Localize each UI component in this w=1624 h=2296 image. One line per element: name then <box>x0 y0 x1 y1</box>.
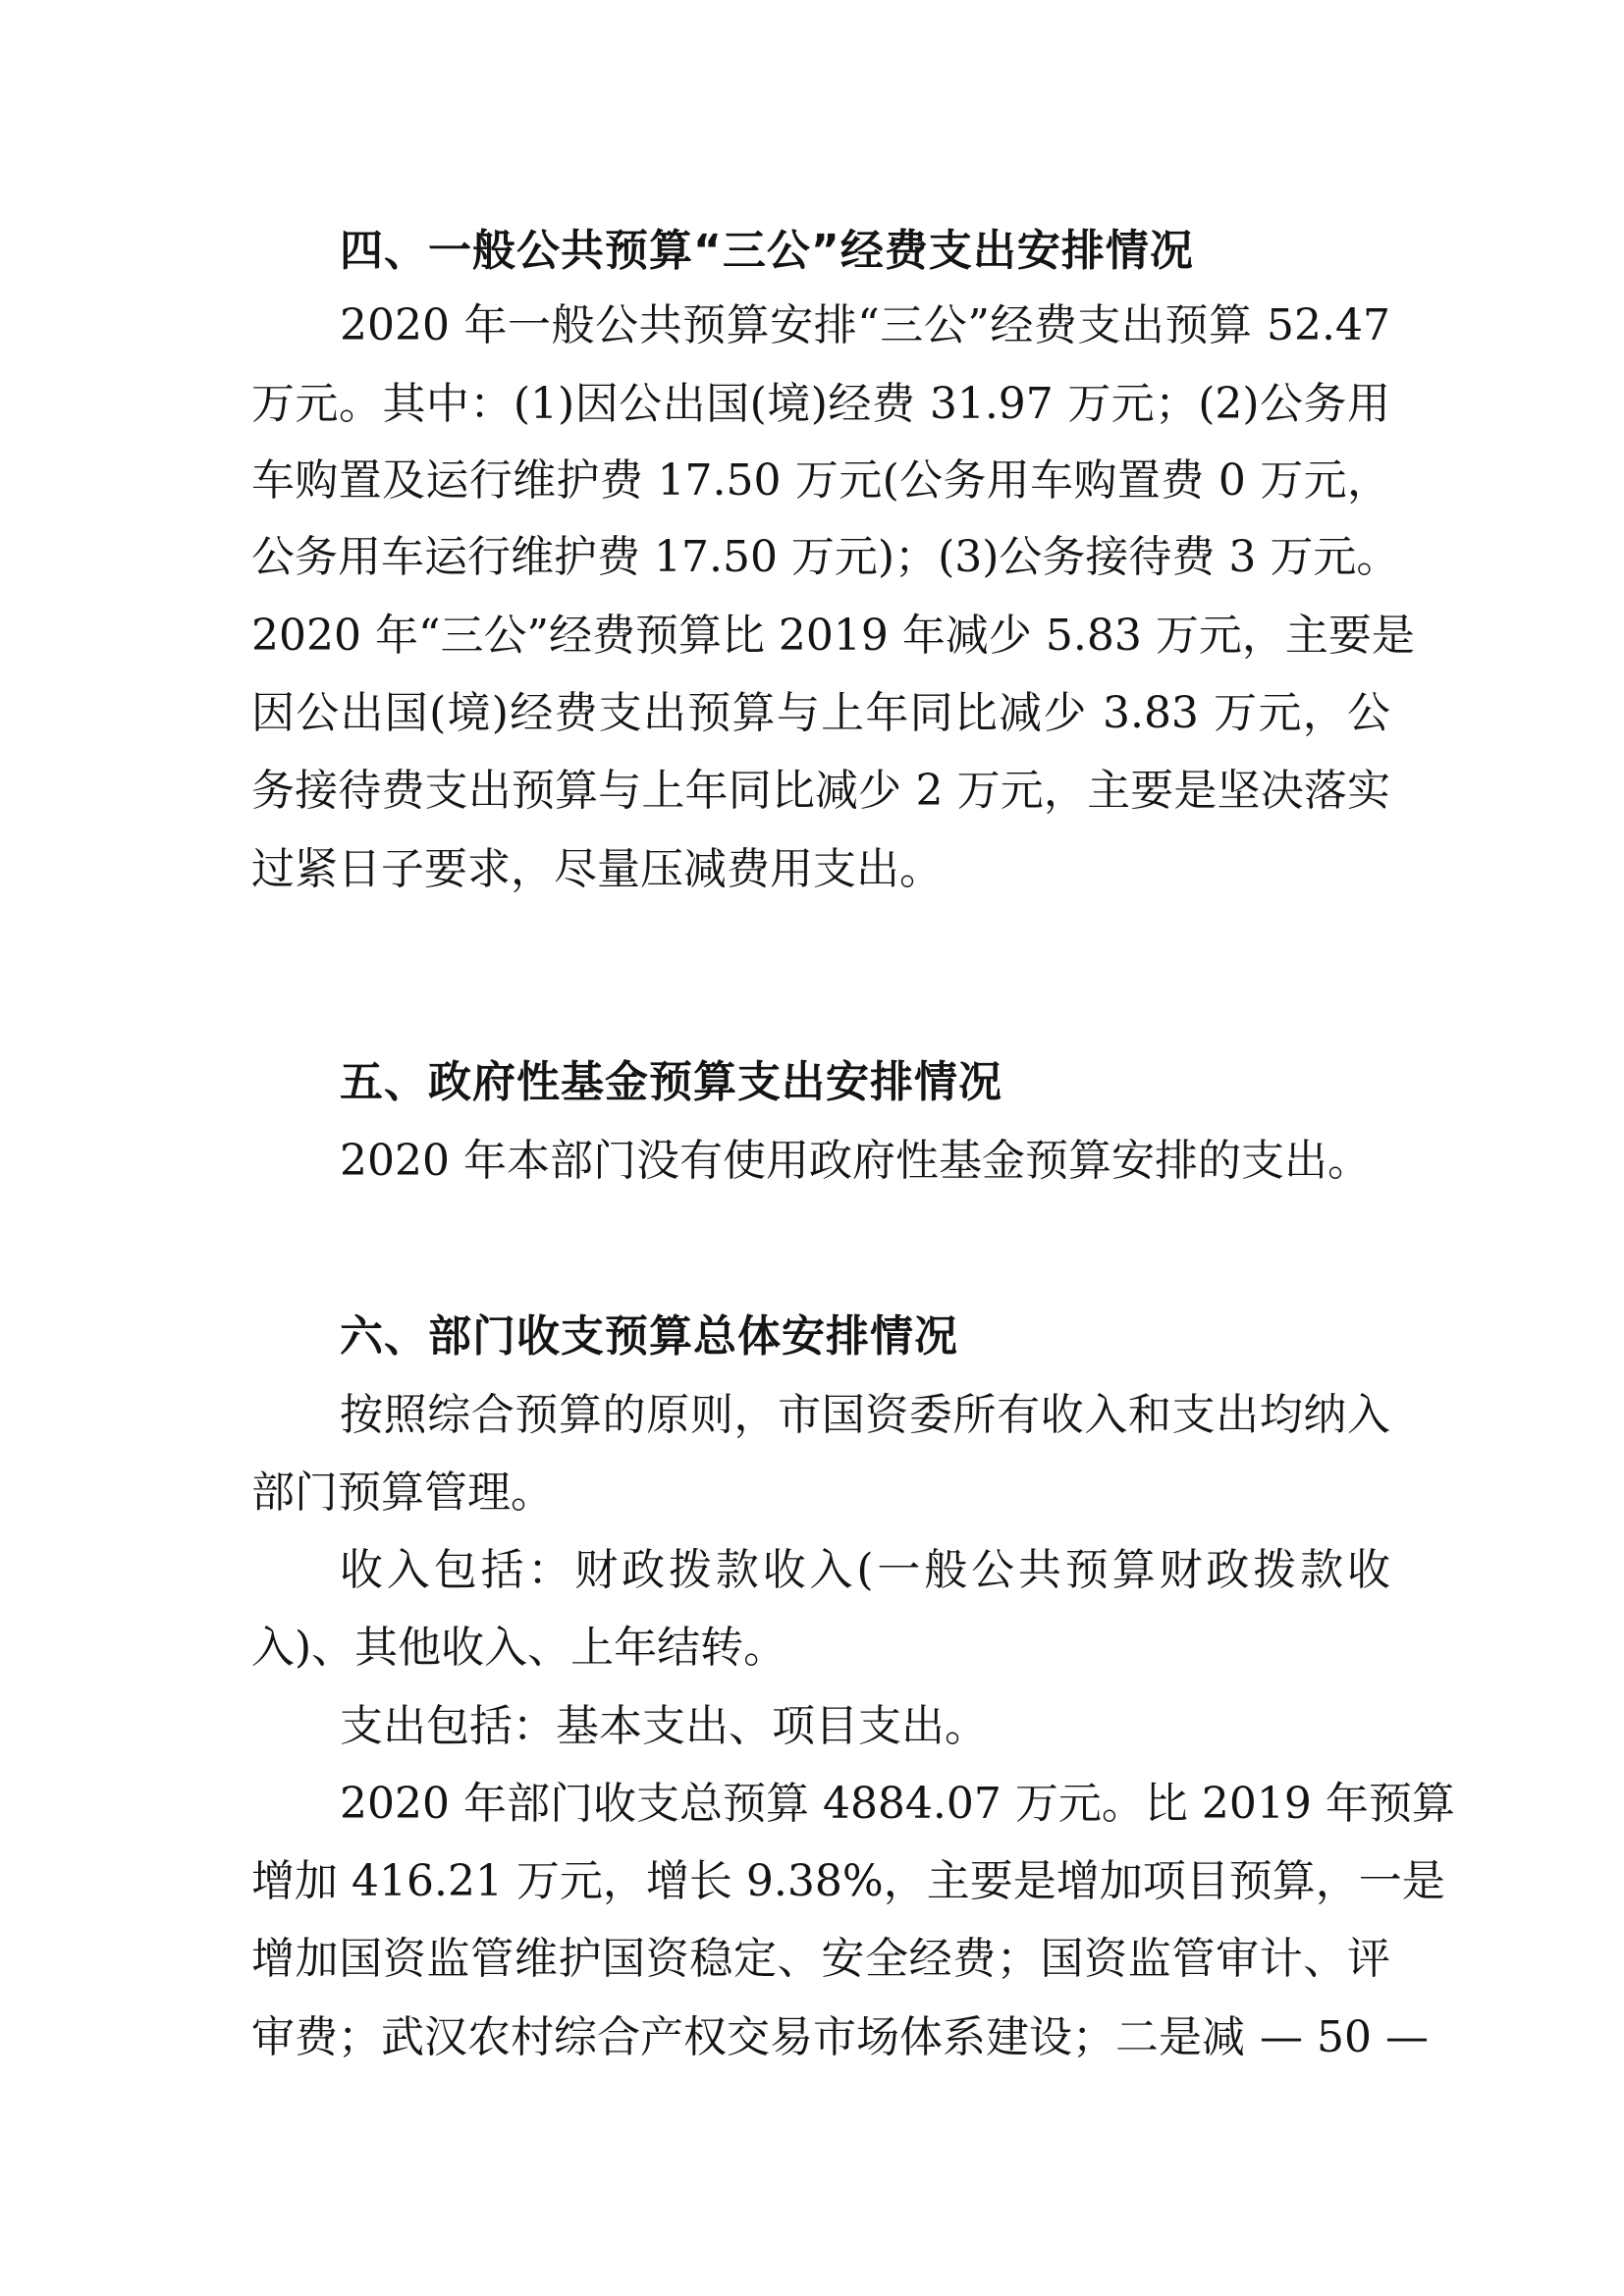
page-number: — 50 — <box>1260 2012 1429 2062</box>
paragraph-line: 入)、其他收入、上年结转。 <box>251 1623 787 1673</box>
paragraph-line: 务接待费支出预算与上年同比减少 2 万元，主要是坚决落实 <box>251 766 1390 816</box>
paragraph-line: 2020 年一般公共预算安排“三公”经费支出预算 52.47 <box>340 300 1390 350</box>
paragraph-line: 按照综合预算的原则，市国资委所有收入和支出均纳入 <box>340 1390 1390 1440</box>
paragraph-line: 支出包括：基本支出、项目支出。 <box>340 1701 988 1751</box>
paragraph-line: 因公出国(境)经费支出预算与上年同比减少 3.83 万元，公 <box>251 688 1390 738</box>
paragraph-line: 部门预算管理。 <box>251 1468 554 1518</box>
paragraph-line: 2020 年本部门没有使用政府性基金预算安排的支出。 <box>340 1136 1371 1186</box>
paragraph-line: 过紧日子要求，尽量压减费用支出。 <box>251 844 943 894</box>
paragraph-line: 万元。其中：(1)因公出国(境)经费 31.97 万元；(2)公务用 <box>251 379 1390 429</box>
paragraph-line: 2020 年部门收支总预算 4884.07 万元。比 2019 年预算 <box>340 1779 1455 1829</box>
paragraph-line: 审费；武汉农村综合产权交易市场体系建设；二是减 <box>251 2012 1245 2062</box>
paragraph-line: 公务用车运行维护费 17.50 万元)；(3)公务接待费 3 万元。 <box>251 532 1400 582</box>
paragraph-line: 车购置及运行维护费 17.50 万元(公务用车购置费 0 万元， <box>251 455 1390 506</box>
paragraph-line: 2020 年“三公”经费预算比 2019 年减少 5.83 万元，主要是 <box>251 611 1415 661</box>
paragraph-line: 收入包括：财政拨款收入(一般公共预算财政拨款收 <box>340 1545 1390 1595</box>
section-heading-5: 五、政府性基金预算支出安排情况 <box>340 1057 1002 1107</box>
paragraph-line: 增加国资监管维护国资稳定、安全经费；国资监管审计、评 <box>251 1934 1390 1984</box>
section-heading-4: 四、一般公共预算“三公”经费支出安排情况 <box>340 226 1194 276</box>
paragraph-line: 增加 416.21 万元，增长 9.38%，主要是增加项目预算，一是 <box>251 1856 1445 1906</box>
section-heading-6: 六、部门收支预算总体安排情况 <box>340 1311 958 1362</box>
